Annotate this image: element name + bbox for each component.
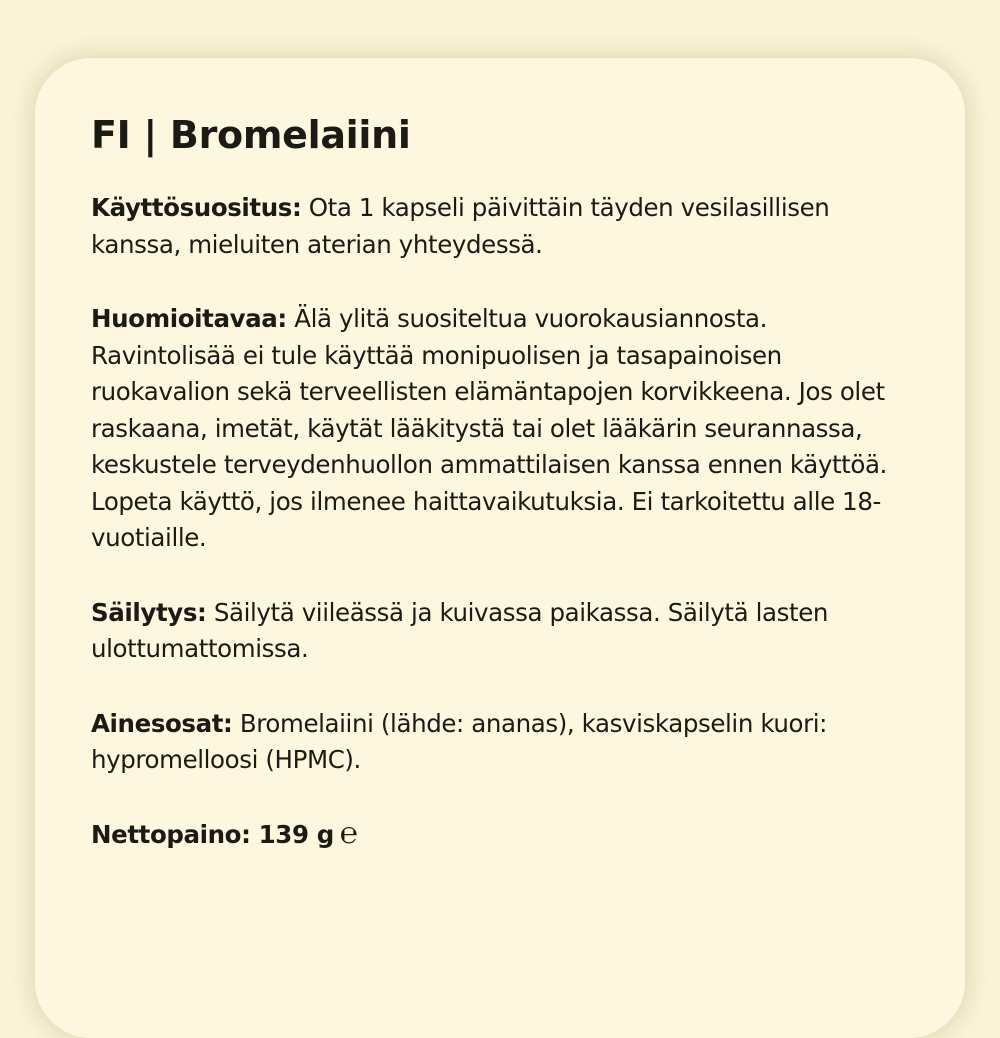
usage-text: Ota 1 kapseli päivittäin täyden vesilasillisen kanssa, mieluiten aterian yhteydessä. bbox=[91, 193, 830, 259]
net-weight-label: Nettopaino: 139 g bbox=[91, 819, 334, 849]
warnings-text: Älä ylitä suositeltua vuorokausiannosta. Ravintolisää ei tule käyttää monipuolisen ja tasapainoisen ruokavalion sekä terveellisten elämäntapojen korvikkeena. Jos olet raskaana, imetät, käytät lääkitystä tai olet lääkärin seurannassa, keskustele terveydenhuollon ammattilaisen kanssa ennen käyttöä. Lopeta käyttö, jos ilmenee haittavaikutuksia. Ei tarkoitettu alle 18-vuotiaille. bbox=[91, 304, 887, 552]
storage-section bbox=[91, 595, 911, 668]
label-content bbox=[91, 110, 911, 891]
ingredients-label: Ainesosat: bbox=[91, 708, 233, 738]
net-weight-section bbox=[91, 817, 911, 854]
storage-label: Säilytys: bbox=[91, 597, 207, 627]
storage-text: Säilytä viileässä ja kuivassa paikassa. Säilytä lasten ulottumattomissa. bbox=[91, 597, 828, 663]
page-title: FI | Bromelaiini bbox=[91, 113, 411, 157]
usage-section bbox=[91, 190, 911, 263]
warnings-label: Huomioitavaa: bbox=[91, 304, 287, 333]
warnings-section bbox=[91, 301, 911, 557]
usage-label: Käyttösuositus: bbox=[91, 193, 302, 222]
label-card bbox=[35, 58, 965, 1038]
ingredients-text: Bromelaiini (lähde: ananas), kasviskapselin kuori: hypromelloosi (HPMC). bbox=[91, 708, 828, 774]
ingredients-section bbox=[91, 706, 911, 779]
estimated-sign-icon: ℮ bbox=[339, 815, 358, 851]
